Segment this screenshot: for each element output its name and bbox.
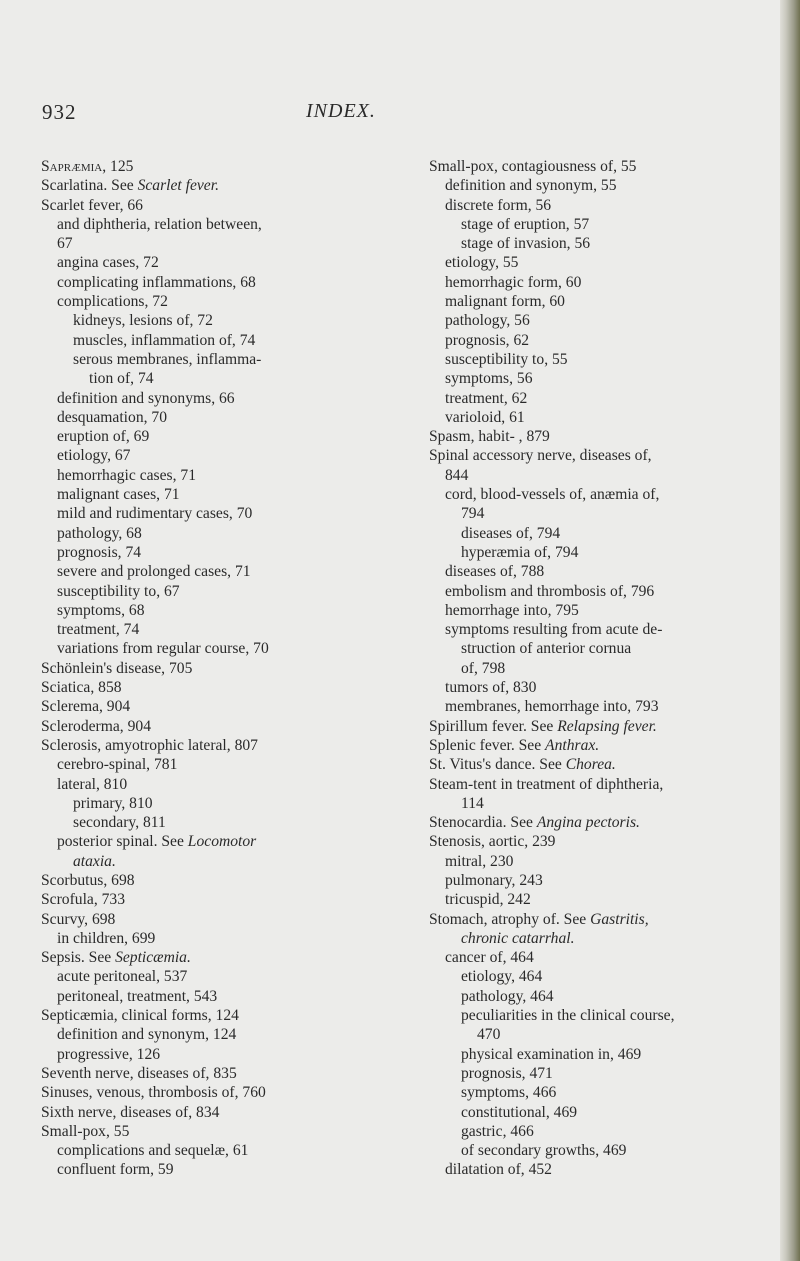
index-entry (41, 350, 361, 369)
index-entry (429, 215, 759, 234)
index-entry (429, 389, 759, 408)
entry-text: prognosis, 62 (445, 331, 530, 349)
entry-text: confluent form, 59 (57, 1161, 174, 1179)
index-entry (41, 331, 361, 350)
entry-text: Scurvy, 698 (41, 910, 116, 928)
entry-text: stage of invasion, 56 (461, 235, 591, 253)
entry-text: serous membranes, inflamma- (73, 350, 262, 368)
index-entry (429, 1025, 759, 1044)
index-entry (429, 601, 759, 620)
entry-text: tricuspid, 242 (445, 891, 531, 909)
entry-text: physical examination in, 469 (461, 1045, 642, 1063)
entry-text: muscles, inflammation of, 74 (73, 331, 256, 349)
entry-text: symptoms, 56 (445, 370, 533, 388)
cross-reference-text: Gastritis, (590, 910, 649, 928)
index-entry (429, 1122, 759, 1141)
entry-text: malignant cases, 71 (57, 486, 180, 504)
entry-text: membranes, hemorrhage into, 793 (445, 698, 659, 716)
entry-text: pathology, 56 (445, 312, 530, 330)
index-entry (429, 292, 759, 311)
entry-text: malignant form, 60 (445, 293, 565, 311)
index-entry (429, 832, 759, 851)
index-entry (41, 157, 361, 176)
entry-text: embolism and thrombosis of, 796 (445, 582, 655, 600)
entry-text: and diphtheria, relation between, (57, 215, 262, 233)
index-entry (41, 948, 361, 967)
index-entry (429, 466, 759, 485)
entry-text: treatment, 74 (57, 621, 140, 639)
index-column-left (41, 157, 361, 1180)
index-entry (429, 948, 759, 967)
cross-reference-text: Locomotor (187, 833, 257, 851)
entry-text: progressive, 126 (57, 1045, 161, 1063)
index-entry (429, 1045, 759, 1064)
index-entry (429, 1006, 759, 1025)
index-entry (429, 794, 759, 813)
entry-text: symptoms, 466 (461, 1084, 557, 1102)
entry-text: cord, blood-vessels of, anæmia of, (445, 486, 660, 504)
entry-text: susceptibility to, 67 (57, 582, 180, 600)
entry-text: primary, 810 (73, 794, 153, 812)
entry-text: Sclerema, 904 (41, 698, 131, 716)
index-entry (429, 524, 759, 543)
index-entry (429, 639, 759, 658)
entry-text: Small-pox, contagiousness of, 55 (429, 158, 637, 175)
entry-text: pathology, 68 (57, 524, 142, 542)
entry-text: etiology, 67 (57, 447, 131, 465)
entry-text: hemorrhage into, 795 (445, 601, 579, 619)
entry-text: varioloid, 61 (445, 408, 525, 426)
entry-text: Sixth nerve, diseases of, 834 (41, 1103, 220, 1121)
index-entry (429, 504, 759, 523)
index-entry (429, 813, 759, 832)
index-entry (429, 678, 759, 697)
entry-text: tumors of, 830 (445, 679, 537, 697)
entry-text: Stenosis, aortic, 239 (429, 833, 556, 851)
index-entry (41, 446, 361, 465)
entry-text: 470 (477, 1026, 501, 1044)
index-entry (429, 967, 759, 986)
index-entry (429, 1083, 759, 1102)
entry-text: Scrofula, 733 (41, 891, 126, 909)
entry-text: peculiarities in the clinical course, (461, 1007, 675, 1025)
index-entry (41, 929, 361, 948)
index-entry (429, 350, 759, 369)
index-entry (41, 466, 361, 485)
entry-text: mitral, 230 (445, 852, 514, 870)
index-entry (429, 890, 759, 909)
index-entry (41, 253, 361, 272)
index-entry (41, 697, 361, 716)
index-entry (429, 369, 759, 388)
entry-text: Spinal accessory nerve, diseases of, (429, 447, 652, 465)
index-entry (41, 601, 361, 620)
index-entry (41, 1103, 361, 1122)
index-entry (41, 1064, 361, 1083)
index-entry (429, 311, 759, 330)
index-entry (41, 234, 361, 253)
index-entry (41, 813, 361, 832)
index-entry (41, 987, 361, 1006)
entry-text: Seventh nerve, diseases of, 835 (41, 1064, 237, 1082)
entry-text: severe and prolonged cases, 71 (57, 563, 251, 581)
index-entry (41, 504, 361, 523)
index-entry (429, 485, 759, 504)
index-entry (429, 620, 759, 639)
entry-text: cancer of, 464 (445, 949, 534, 967)
page-number: 932 (42, 100, 77, 124)
entry-text: variations from regular course, 70 (57, 640, 269, 658)
entry-text: posterior spinal. See (57, 833, 188, 851)
entry-text: of secondary growths, 469 (461, 1142, 627, 1160)
index-entry (429, 755, 759, 774)
index-entry (429, 871, 759, 890)
index-entry (41, 775, 361, 794)
index-entry (429, 987, 759, 1006)
index-entry (41, 543, 361, 562)
index-entry (429, 253, 759, 272)
entry-text: prognosis, 74 (57, 543, 142, 561)
index-entry (41, 485, 361, 504)
entry-text: struction of anterior cornua (461, 640, 632, 658)
index-entry (429, 543, 759, 562)
entry-text: Sclerosis, amyotrophic lateral, 807 (41, 736, 258, 754)
index-entry (429, 331, 759, 350)
entry-text: Scleroderma, 904 (41, 717, 151, 735)
index-entry (41, 755, 361, 774)
index-entry (429, 775, 759, 794)
entry-text: etiology, 464 (461, 968, 543, 986)
entry-text: stage of eruption, 57 (461, 215, 590, 233)
entry-text: diseases of, 788 (445, 563, 545, 581)
index-entry (41, 389, 361, 408)
entry-text: St. Vitus's dance. See (429, 756, 566, 774)
index-entry (429, 234, 759, 253)
index-entry (429, 446, 759, 465)
index-entry (41, 736, 361, 755)
entry-text: symptoms, 68 (57, 601, 145, 619)
entry-text: pulmonary, 243 (445, 871, 543, 889)
entry-text: of, 798 (461, 659, 506, 677)
page-header (0, 100, 780, 130)
index-entry (41, 292, 361, 311)
entry-text: secondary, 811 (73, 814, 166, 832)
entry-text: 67 (57, 235, 73, 253)
index-entry (429, 852, 759, 871)
entry-text: hyperæmia of, 794 (461, 543, 579, 561)
index-entry (41, 1083, 361, 1102)
entry-text: Spirillum fever. See (429, 717, 558, 735)
index-entry (41, 1025, 361, 1044)
index-entry (41, 176, 361, 195)
cross-reference-text: Anthrax. (545, 736, 600, 754)
entry-text: Septicæmia, clinical forms, 124 (41, 1007, 239, 1025)
index-entry (41, 639, 361, 658)
entry-text: susceptibility to, 55 (445, 350, 568, 368)
entry-text: lateral, 810 (57, 775, 128, 793)
index-entry (41, 196, 361, 215)
index-column-right (429, 157, 759, 1180)
index-entry (41, 369, 361, 388)
index-entry (429, 562, 759, 581)
entry-text: angina cases, 72 (57, 254, 159, 272)
cross-reference-text: Chorea. (565, 756, 616, 774)
index-entry (41, 678, 361, 697)
entry-text: cerebro-spinal, 781 (57, 756, 178, 774)
entry-text: complications, 72 (57, 293, 168, 311)
entry-text: discrete form, 56 (445, 196, 552, 214)
index-entry (41, 524, 361, 543)
entry-text: desquamation, 70 (57, 408, 168, 426)
index-entry (429, 1141, 759, 1160)
entry-text: kidneys, lesions of, 72 (73, 312, 213, 330)
entry-text: in children, 699 (57, 929, 156, 947)
entry-text: complications and sequelæ, 61 (57, 1142, 249, 1160)
index-entry (429, 196, 759, 215)
index-entry (429, 273, 759, 292)
index-entry (41, 273, 361, 292)
entry-text: Schönlein's disease, 705 (41, 659, 193, 677)
index-entry (429, 717, 759, 736)
entry-text: 844 (445, 466, 469, 484)
entry-text: hemorrhagic cases, 71 (57, 466, 196, 484)
entry-text: Sciatica, 858 (41, 679, 122, 697)
entry-text: Stenocardia. See (429, 814, 537, 832)
entry-text: eruption of, 69 (57, 428, 150, 446)
index-entry (41, 852, 361, 871)
index-entry (429, 427, 759, 446)
index-entry (429, 582, 759, 601)
entry-text: acute peritoneal, 537 (57, 968, 188, 986)
running-head: INDEX. (306, 100, 376, 122)
index-entry (429, 1160, 759, 1179)
entry-text: treatment, 62 (445, 389, 528, 407)
index-entry (41, 427, 361, 446)
entry-text: Scarlatina. See (41, 177, 138, 195)
entry-text: prognosis, 471 (461, 1064, 553, 1082)
index-entry (429, 176, 759, 195)
entry-text: Sapræmia, 125 (41, 158, 134, 175)
entry-text: Steam-tent in treatment of diphtheria, (429, 775, 664, 793)
entry-text: diseases of, 794 (461, 524, 561, 542)
index-entry (41, 620, 361, 639)
index-entry (41, 890, 361, 909)
entry-text: Spasm, habit- , 879 (429, 428, 550, 446)
index-entry (41, 871, 361, 890)
cross-reference-text: Septicæmia. (115, 949, 191, 967)
index-entry (429, 1103, 759, 1122)
cross-reference-text: chronic catarrhal. (461, 929, 575, 947)
entry-text: gastric, 466 (461, 1122, 534, 1140)
entry-text: tion of, 74 (89, 370, 154, 388)
index-entry (41, 408, 361, 427)
index-entry (41, 1122, 361, 1141)
entry-text: peritoneal, treatment, 543 (57, 987, 218, 1005)
entry-text: Sinuses, venous, thrombosis of, 760 (41, 1084, 266, 1102)
index-entry (41, 659, 361, 678)
index-entry (41, 910, 361, 929)
index-entry (429, 910, 759, 929)
entry-text: 794 (461, 505, 485, 523)
index-entry (41, 794, 361, 813)
index-entry (41, 1045, 361, 1064)
cross-reference-text: ataxia. (73, 852, 116, 870)
index-entry (41, 1006, 361, 1025)
entry-text: Sepsis. See (41, 949, 116, 967)
entry-text: 114 (461, 794, 484, 812)
index-entry (429, 929, 759, 948)
entry-text: dilatation of, 452 (445, 1161, 552, 1179)
index-entry (41, 582, 361, 601)
entry-text: symptoms resulting from acute de- (445, 621, 663, 639)
entry-text: pathology, 464 (461, 987, 554, 1005)
cross-reference-text: Relapsing fever. (557, 717, 657, 735)
index-entry (429, 659, 759, 678)
index-entry (41, 562, 361, 581)
entry-text: complicating inflammations, 68 (57, 273, 256, 291)
index-entry (41, 311, 361, 330)
index-entry (41, 1141, 361, 1160)
index-entry (429, 157, 759, 176)
cross-reference-text: Angina pectoris. (536, 814, 640, 832)
index-entry (41, 967, 361, 986)
entry-text: constitutional, 469 (461, 1103, 578, 1121)
index-entry (41, 1160, 361, 1179)
index-entry (41, 832, 361, 851)
index-entry (429, 697, 759, 716)
index-entry (429, 1064, 759, 1083)
entry-text: etiology, 55 (445, 254, 519, 272)
entry-text: Stomach, atrophy of. See (429, 910, 591, 928)
entry-text: Scarlet fever, 66 (41, 196, 143, 214)
index-entry (429, 736, 759, 755)
entry-text: definition and synonym, 55 (445, 177, 617, 195)
entry-text: definition and synonym, 124 (57, 1026, 237, 1044)
index-entry (41, 717, 361, 736)
entry-text: definition and synonyms, 66 (57, 389, 235, 407)
entry-text: mild and rudimentary cases, 70 (57, 505, 253, 523)
entry-text: Scorbutus, 698 (41, 871, 135, 889)
index-entry (429, 408, 759, 427)
index-entry (41, 215, 361, 234)
entry-text: Small-pox, 55 (41, 1122, 130, 1140)
entry-text: hemorrhagic form, 60 (445, 273, 582, 291)
cross-reference-text: Scarlet fever. (137, 177, 219, 195)
entry-text: Splenic fever. See (429, 736, 546, 754)
page-edge (780, 0, 800, 1261)
